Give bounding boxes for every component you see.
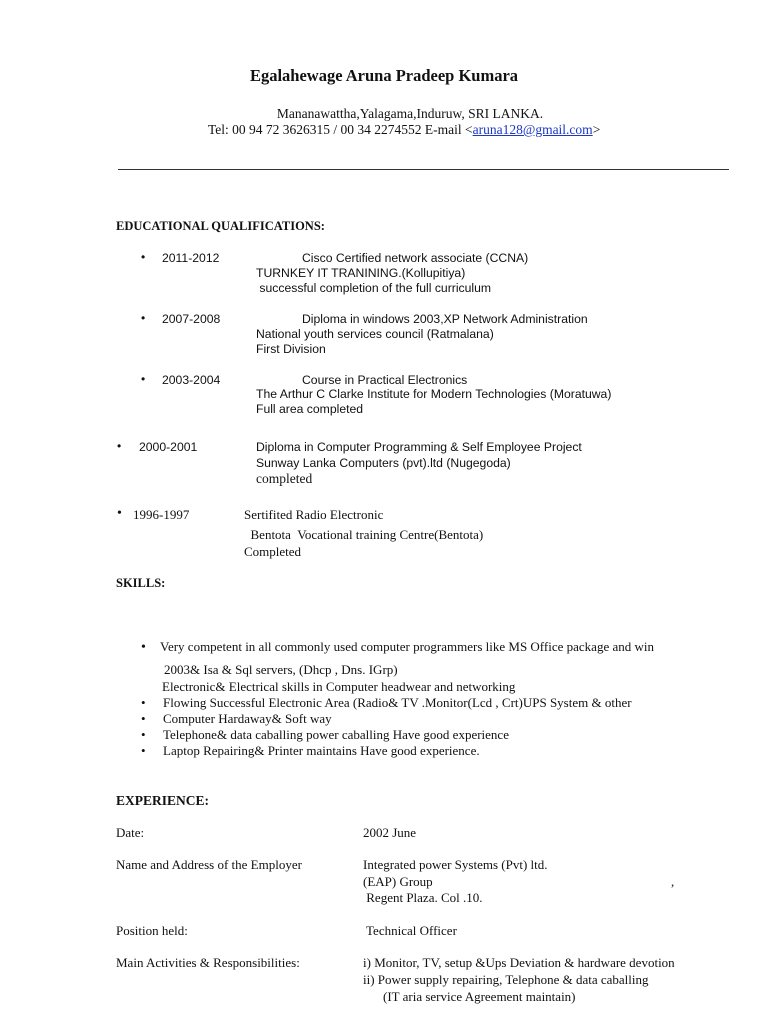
- edu-line2: TURNKEY IT TRANINING.(Kollupitiya): [256, 266, 466, 280]
- edu-line2: National youth services council (Ratmalana): [256, 327, 494, 341]
- experience-heading: EXPERIENCE:: [116, 793, 210, 808]
- phone-text: Tel: 00 94 72 3626315 / 00 34 2274552 E-mail <: [208, 122, 473, 137]
- date-value: 2002 June: [363, 825, 417, 840]
- skill-line: Very competent in all commonly used computer programmers like MS Office package and win: [160, 639, 654, 654]
- activities-line1: i) Monitor, TV, setup &Ups Deviation & hardware devotion: [363, 955, 675, 970]
- contact-line: [208, 122, 600, 138]
- bullet-icon: •: [141, 695, 146, 710]
- bullet-icon: •: [141, 640, 146, 655]
- edu-line1: Diploma in Computer Programming & Self Employee Project: [256, 440, 582, 454]
- skill-item: Laptop Repairing& Printer maintains Have good experience.: [163, 743, 480, 758]
- edu-year: 2003-2004: [162, 373, 221, 387]
- skills-heading: SKILLS:: [116, 576, 166, 590]
- edu-year: 2007-2008: [162, 312, 221, 326]
- bullet-icon: •: [141, 727, 146, 742]
- edu-line3: Full area completed: [256, 402, 364, 416]
- bullet-icon: •: [141, 711, 146, 726]
- edu-line3: Completed: [244, 544, 302, 559]
- email-link[interactable]: aruna128@gmail.com: [472, 122, 593, 137]
- skill-line: Electronic& Electrical skills in Computer headwear and networking: [162, 679, 516, 694]
- edu-year: 2011-2012: [162, 251, 220, 265]
- edu-year: 1996-1997: [133, 507, 190, 522]
- position-label: Position held:: [116, 923, 188, 938]
- activities-line3: (IT aria service Agreement maintain): [383, 989, 576, 1004]
- email-close: >: [592, 122, 601, 137]
- edu-line1: Course in Practical Electronics: [302, 373, 468, 387]
- edu-line2: Sunway Lanka Computers (pvt).ltd (Nugegoda): [256, 456, 511, 470]
- edu-line2: Bentota Vocational training Centre(Bentota): [244, 527, 484, 542]
- activities-line2: ii) Power supply repairing, Telephone & data caballing: [363, 972, 649, 987]
- candidate-name: Egalahewage Aruna Pradeep Kumara: [249, 66, 519, 85]
- bullet-icon: •: [141, 743, 146, 758]
- skill-item: Telephone& data caballing power caballing Have good experience: [163, 727, 509, 742]
- employer-line1: Integrated power Systems (Pvt) ltd.: [363, 857, 548, 872]
- bullet-icon: •: [141, 250, 146, 264]
- employer-label: Name and Address of the Employer: [116, 857, 302, 872]
- edu-line2: The Arthur C Clarke Institute for Modern Technologies (Moratuwa): [256, 387, 612, 401]
- activities-label: Main Activities & Responsibilities:: [116, 955, 300, 970]
- bullet-icon: •: [141, 311, 146, 325]
- header-divider: [118, 159, 729, 170]
- edu-line3: completed: [256, 471, 313, 486]
- skill-item: Flowing Successful Electronic Area (Radio& TV .Monitor(Lcd , Crt)UPS System & other: [163, 695, 632, 710]
- skill-line: 2003& Isa & Sql servers, (Dhcp , Dns. IGrp): [164, 662, 398, 677]
- edu-line3: successful completion of the full curriculum: [256, 281, 492, 295]
- bullet-icon: •: [117, 506, 122, 521]
- candidate-address: Mananawattha,Yalagama,Induruw, SRI LANKA.: [276, 106, 544, 121]
- edu-year: 2000-2001: [139, 440, 198, 454]
- edu-line1: Cisco Certified network associate (CCNA): [302, 251, 529, 265]
- education-heading: EDUCATIONAL QUALIFICATIONS:: [116, 219, 325, 233]
- position-value: Technical Officer: [363, 923, 457, 938]
- employer-line3: Regent Plaza. Col .10.: [363, 890, 483, 905]
- employer-line2: (EAP) Group: [363, 874, 433, 889]
- edu-line1: Diploma in windows 2003,XP Network Administration: [302, 312, 588, 326]
- bullet-icon: •: [117, 439, 122, 453]
- skill-item: Computer Hardaway& Soft way: [163, 711, 332, 726]
- date-label: Date:: [116, 825, 145, 840]
- bullet-icon: •: [141, 372, 146, 386]
- edu-line3: First Division: [256, 342, 326, 356]
- edu-line1: Sertifited Radio Electronic: [244, 507, 384, 522]
- employer-comma: ,: [671, 874, 675, 889]
